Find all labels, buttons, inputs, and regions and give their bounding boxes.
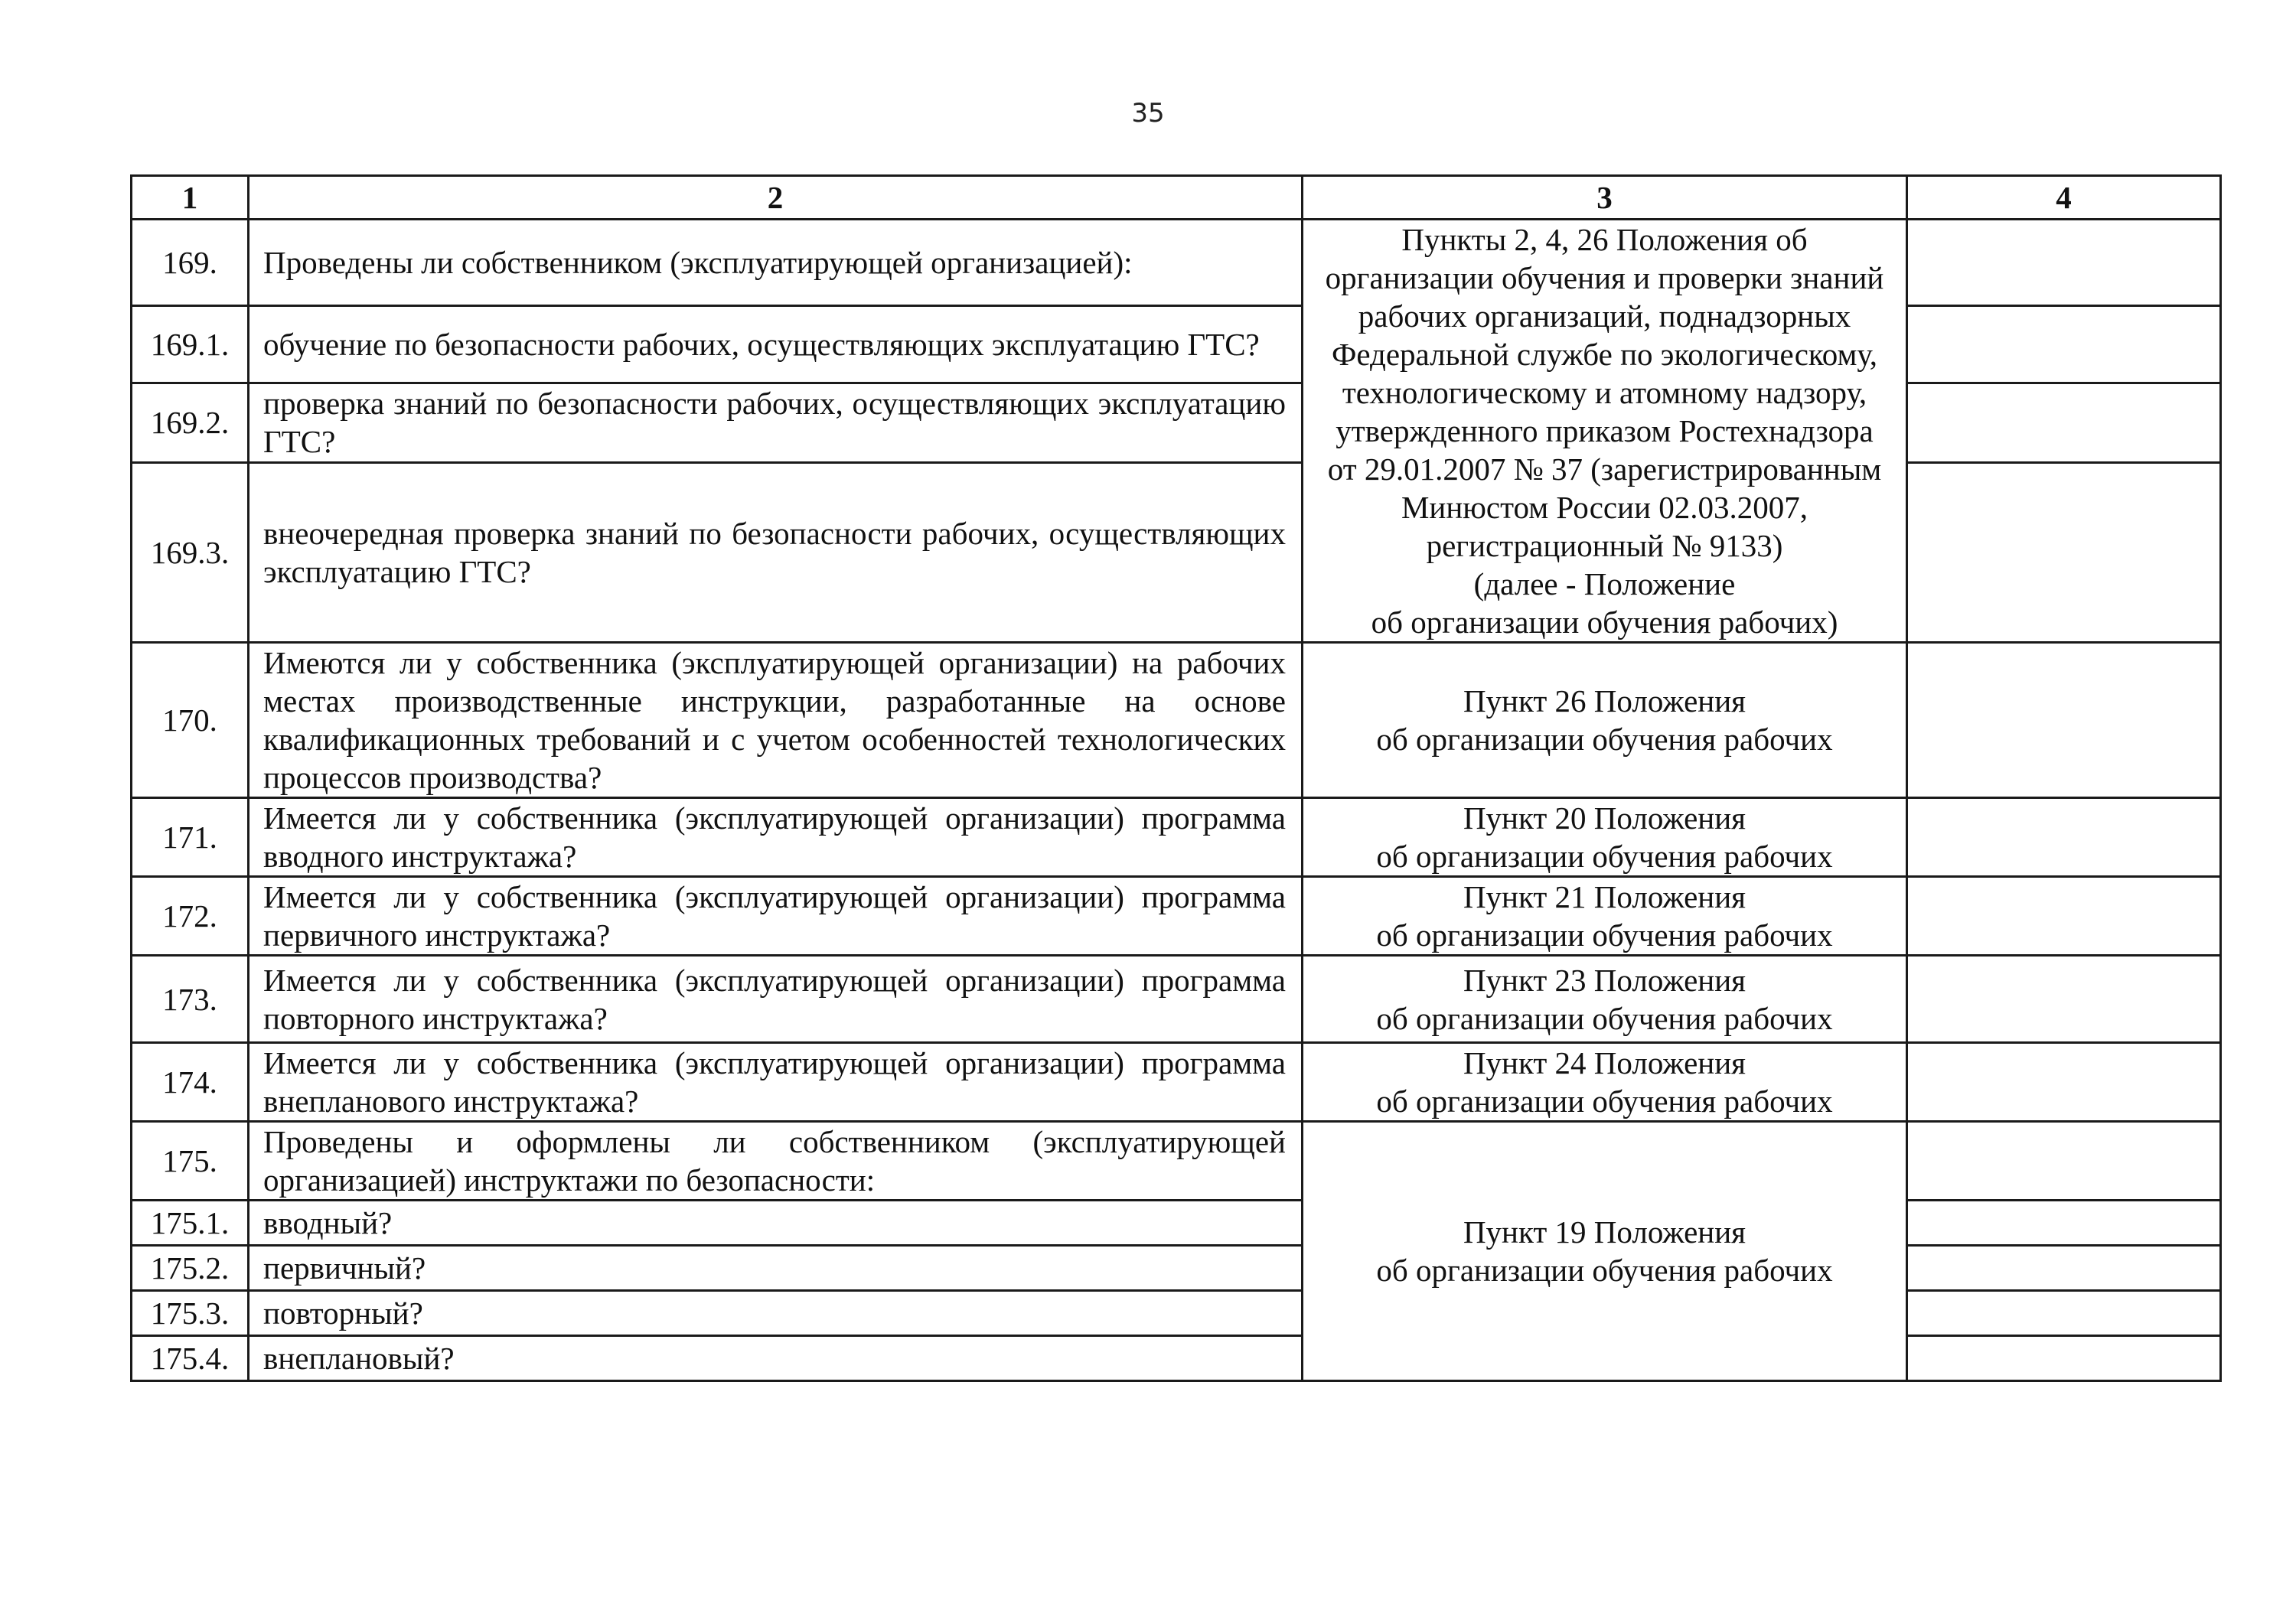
table-row [132, 1291, 2221, 1336]
row-number: 174. [132, 1043, 249, 1122]
table-header-row [132, 176, 2221, 220]
row-number: 170. [132, 643, 249, 798]
ref-line: Пункт 24 Положения [1463, 1045, 1746, 1080]
row-number: 169.1. [132, 306, 249, 383]
ref-line: об организации обучения рабочих [1376, 839, 1833, 874]
row-number: 169.3. [132, 462, 249, 642]
legal-reference [1303, 798, 1907, 877]
ref-line: Пункт 21 Положения [1463, 879, 1746, 914]
table-row [132, 1336, 2221, 1381]
legal-reference [1303, 220, 1907, 643]
legal-reference [1303, 643, 1907, 798]
row-number: 169.2. [132, 383, 249, 462]
result-cell [1907, 1122, 2221, 1201]
table-row [132, 1246, 2221, 1291]
ref-line: об организации обучения рабочих [1376, 1253, 1833, 1288]
table-row [132, 956, 2221, 1043]
result-cell [1907, 220, 2221, 306]
table-row [132, 798, 2221, 877]
ref-line: Пункт 26 Положения [1463, 683, 1746, 719]
row-question: вводный? [249, 1201, 1303, 1246]
ref-line: Пункты 2, 4, 26 Положения об [1401, 222, 1808, 257]
row-question: внеочередная проверка знаний по безопасности рабочих, осуществляющих эксплуатацию ГТС? [249, 462, 1303, 642]
legal-reference [1303, 1043, 1907, 1122]
table-row [132, 220, 2221, 306]
row-question: Имеются ли у собственника (эксплуатирующей организации) на рабочих местах производственные инструкции, разработанные на основе квалификационных требований и с учетом особенностей технологических процессов производства? [249, 643, 1303, 798]
row-number: 175.1. [132, 1201, 249, 1246]
ref-line: (далее - Положение [1473, 566, 1736, 601]
table-row [132, 306, 2221, 383]
table-row [132, 877, 2221, 956]
ref-line: Минюстом России 02.03.2007, [1401, 490, 1808, 525]
table-row [132, 1122, 2221, 1201]
row-number: 175. [132, 1122, 249, 1201]
ref-line: об организации обучения рабочих [1376, 917, 1833, 953]
legal-reference [1303, 877, 1907, 956]
result-cell [1907, 956, 2221, 1043]
ref-line: Пункт 20 Положения [1463, 800, 1746, 836]
row-question: Имеется ли у собственника (эксплуатирующей организации) программа вводного инструктажа? [249, 798, 1303, 877]
ref-line: утвержденного приказом Ростехнадзора [1336, 413, 1874, 448]
result-cell [1907, 1246, 2221, 1291]
result-cell [1907, 462, 2221, 642]
result-cell [1907, 643, 2221, 798]
ref-line: об организации обучения рабочих) [1371, 605, 1838, 640]
ref-line: регистрационный № 9133) [1426, 528, 1783, 563]
row-question: Имеется ли у собственника (эксплуатирующей организации) программа первичного инструктажа? [249, 877, 1303, 956]
row-question: обучение по безопасности рабочих, осуществляющих эксплуатацию ГТС? [249, 306, 1303, 383]
result-cell [1907, 1201, 2221, 1246]
page-number: 35 [1131, 98, 1165, 129]
legal-reference [1303, 956, 1907, 1043]
ref-line: об организации обучения рабочих [1376, 1084, 1833, 1119]
row-question: повторный? [249, 1291, 1303, 1336]
row-number: 171. [132, 798, 249, 877]
ref-line: об организации обучения рабочих [1376, 1000, 1833, 1036]
row-question: первичный? [249, 1246, 1303, 1291]
row-question: Имеется ли у собственника (эксплуатирующей организации) программа внепланового инструктажа? [249, 1043, 1303, 1122]
row-question: Имеется ли у собственника (эксплуатирующей организации) программа повторного инструктажа? [249, 956, 1303, 1043]
legal-reference [1303, 1122, 1907, 1381]
result-cell [1907, 383, 2221, 462]
ref-line: рабочих организаций, поднадзорных [1358, 298, 1851, 334]
row-question: Проведены ли собственником (эксплуатирующей организацией): [249, 220, 1303, 306]
table-row [132, 643, 2221, 798]
row-number: 169. [132, 220, 249, 306]
checklist-table [130, 174, 2222, 1382]
result-cell [1907, 877, 2221, 956]
ref-line: организации обучения и проверки знаний [1325, 260, 1884, 295]
ref-line: Федеральной службе по экологическому, [1331, 337, 1878, 372]
column-header-1: 1 [132, 176, 249, 220]
row-number: 175.3. [132, 1291, 249, 1336]
row-question: Проведены и оформлены ли собственником (эксплуатирующей организацией) инструктажи по безопасности: [249, 1122, 1303, 1201]
row-question: внеплановый? [249, 1336, 1303, 1381]
table-row [132, 383, 2221, 462]
ref-line: об организации обучения рабочих [1376, 722, 1833, 757]
table-row [132, 462, 2221, 642]
table-row [132, 1201, 2221, 1246]
result-cell [1907, 798, 2221, 877]
result-cell [1907, 1043, 2221, 1122]
result-cell [1907, 1291, 2221, 1336]
ref-line: технологическому и атомному надзору, [1342, 375, 1867, 410]
column-header-2: 2 [249, 176, 1303, 220]
column-header-3: 3 [1303, 176, 1907, 220]
column-header-4: 4 [1907, 176, 2221, 220]
ref-line: Пункт 23 Положения [1463, 962, 1746, 998]
result-cell [1907, 306, 2221, 383]
ref-line: от 29.01.2007 № 37 (зарегистрированным [1327, 451, 1882, 487]
row-question: проверка знаний по безопасности рабочих, осуществляющих эксплуатацию ГТС? [249, 383, 1303, 462]
row-number: 173. [132, 956, 249, 1043]
table-row [132, 1043, 2221, 1122]
ref-line: Пункт 19 Положения [1463, 1214, 1746, 1250]
row-number: 175.4. [132, 1336, 249, 1381]
result-cell [1907, 1336, 2221, 1381]
row-number: 172. [132, 877, 249, 956]
row-number: 175.2. [132, 1246, 249, 1291]
